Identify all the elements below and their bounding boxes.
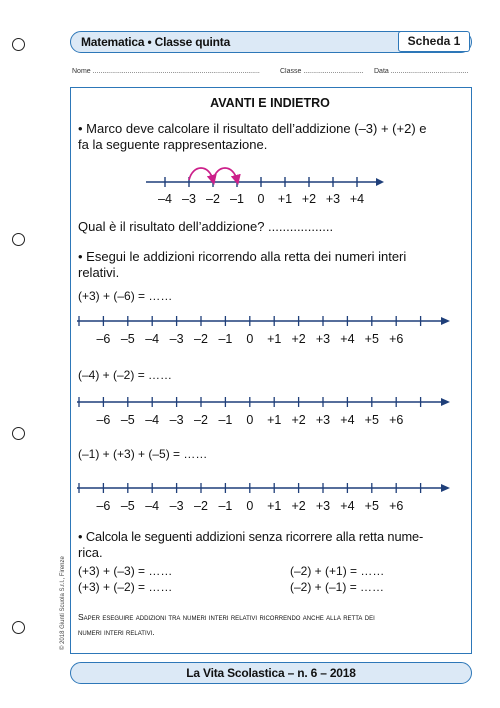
nl-example-label: +1 (277, 192, 293, 206)
nl-label: +4 (340, 413, 355, 427)
sheet-label: Scheda 1 (398, 31, 470, 52)
exercise3-line1: • Calcola le seguenti addizioni senza ricorrere alla retta nume- (78, 529, 424, 544)
nl-label: 0 (246, 499, 254, 513)
nl-example-label: 0 (257, 192, 265, 206)
calc-right-1: (–2) + (+1) = …… (290, 564, 385, 578)
nl-label: 0 (246, 413, 254, 427)
calc-left-2: (+3) + (–2) = …… (78, 580, 173, 594)
class-field[interactable]: Classe ............................... (280, 68, 364, 75)
nl-label: +4 (340, 499, 355, 513)
number-line-example (140, 160, 390, 208)
nl-label: –2 (194, 332, 208, 346)
exercise1-line1: • Marco deve calcolare il risultato dell’addizione (–3) + (+2) e (78, 121, 427, 136)
nl-label: +4 (340, 332, 355, 346)
jump-arrow-2 (213, 168, 237, 180)
worksheet-title: AVANTI E INDIETRO (210, 96, 330, 110)
nl-label: –5 (120, 499, 135, 513)
nl-label: 0 (246, 332, 254, 346)
date-field[interactable]: Data ........................................ (374, 68, 469, 75)
nl-example-label: +2 (301, 192, 317, 206)
addition-1: (+3) + (–6) = …… (78, 289, 173, 303)
nl-label: +5 (364, 499, 379, 513)
nl-label: +3 (315, 332, 331, 346)
nl-label: +2 (291, 332, 306, 346)
nl-label: +6 (389, 499, 404, 513)
nl-label: –6 (96, 332, 111, 346)
nl-label: –4 (145, 332, 160, 346)
binder-hole-3 (12, 427, 25, 440)
nl-label: +6 (389, 332, 404, 346)
nl-label: –1 (218, 413, 233, 427)
number-line-3 (75, 475, 455, 515)
binder-hole-1 (12, 38, 25, 51)
nl-example-label: –3 (182, 192, 196, 206)
addition-2: (–4) + (–2) = …… (78, 368, 173, 382)
nl-label: +1 (267, 499, 282, 513)
exercise1-line2: fa la seguente rappresentazione. (78, 137, 268, 152)
number-line-1 (75, 308, 455, 348)
exercise2-line1: • Esegui le addizioni ricorrendo alla retta dei numeri interi (78, 249, 407, 264)
footer-text: La Vita Scolastica – n. 6 – 2018 (186, 666, 356, 680)
question-text: Qual è il risultato dell’addizione? .................. (78, 219, 334, 234)
nl-label: +1 (267, 332, 282, 346)
exercise3-line2: rica. (78, 545, 103, 560)
nl-label: +3 (315, 499, 331, 513)
nl-example-label: +4 (349, 192, 365, 206)
number-line-2 (75, 389, 455, 429)
subject-title: Matematica • Classe quinta (81, 35, 231, 49)
nl-label: +2 (291, 499, 306, 513)
nl-label: –6 (96, 413, 111, 427)
nl-label: –6 (96, 499, 111, 513)
nl-label: –3 (169, 332, 184, 346)
nl-label: +5 (364, 332, 379, 346)
nl-label: –3 (169, 499, 184, 513)
footer-bar (70, 662, 472, 684)
calc-left-1: (+3) + (–3) = …… (78, 564, 173, 578)
copyright-credit: © 2018 Giunti Scuola S.r.l., Firenze (60, 556, 66, 650)
learning-objective-line2: numeri interi relativi. (78, 627, 155, 637)
nl-label: +3 (315, 413, 331, 427)
nl-example-label: –4 (158, 192, 172, 206)
nl-example-label: +3 (325, 192, 341, 206)
addition-3: (–1) + (+3) + (–5) = …… (78, 447, 208, 461)
jump-arrow-1 (189, 168, 213, 180)
learning-objective-line1: Saper eseguire addizioni tra numeri interi relativi ricorrendo anche alla retta dei (78, 612, 375, 622)
nl-label: –4 (145, 499, 160, 513)
nl-label: –3 (169, 413, 184, 427)
nl-example-label: –2 (206, 192, 220, 206)
nl-label: +5 (364, 413, 379, 427)
binder-hole-4 (12, 621, 25, 634)
nl-label: –2 (194, 499, 208, 513)
nl-label: –5 (120, 332, 135, 346)
nl-label: +1 (267, 413, 282, 427)
nl-label: +6 (389, 413, 404, 427)
nl-label: –1 (218, 499, 233, 513)
nl-label: –4 (145, 413, 160, 427)
nl-example-label: –1 (230, 192, 244, 206)
nl-label: +2 (291, 413, 306, 427)
name-field[interactable]: Nome ...................................................................................... (72, 68, 260, 75)
nl-label: –2 (194, 413, 208, 427)
nl-label: –5 (120, 413, 135, 427)
exercise2-line2: relativi. (78, 265, 120, 280)
calc-right-2: (–2) + (–1) = …… (290, 580, 385, 594)
binder-hole-2 (12, 233, 25, 246)
nl-label: –1 (218, 332, 233, 346)
